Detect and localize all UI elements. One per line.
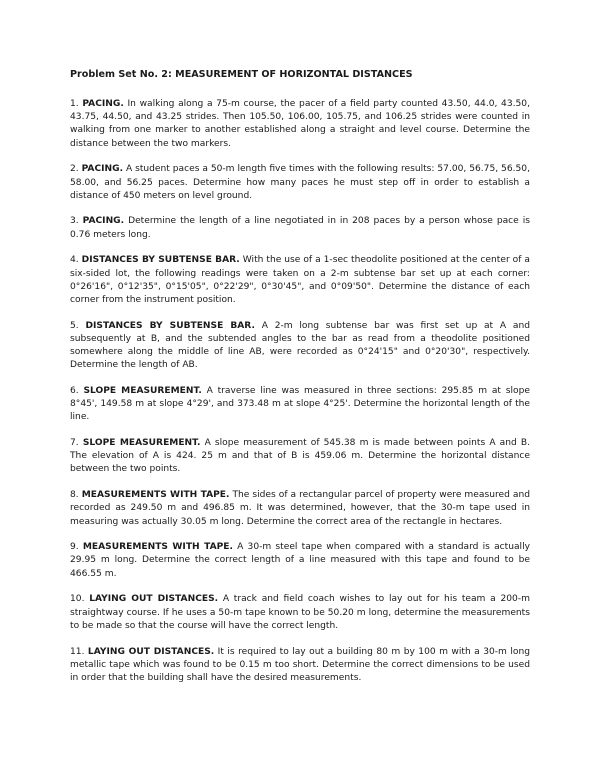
problem-number: 2. [70, 164, 79, 175]
problem-number: 10. [70, 594, 85, 605]
problem-5 [70, 320, 530, 373]
problem-topic: SLOPE MEASUREMENT. [83, 385, 202, 396]
problem-number: 6. [70, 385, 79, 396]
problem-text: The sides of a rectangular parcel of property were measured and recorded as 249.50 m and 496.85 m. It was determined, however, that the 30-m tape used in measuring was actually 30.05 m long. Determine the correct area of the rectangle in hectares. [70, 490, 530, 527]
problem-number: 4. [70, 255, 79, 266]
problem-text: A traverse line was measured in three sections: 295.85 m at slope 8°45', 149.58 m at slope 4°29', and 373.48 m at slope 4°25'. Determine the horizontal length of the line. [70, 385, 530, 423]
problem-text: It is required to lay out a building 80 m by 100 m with a 30-m long metallic tape which was found to be 0.15 m too short. Determine the correct dimensions to be used in order that the building shall have the desired measurements. [70, 646, 530, 683]
problem-number: 3. [70, 216, 79, 227]
problem-number: 9. [70, 542, 79, 553]
problem-topic: PACING. [81, 164, 124, 175]
problem-text: A 30-m steel tape when compared with a standard is actually 29.95 m long. Determine the correct length of a line measured with this tape and found to be 466.55 m. [70, 542, 530, 579]
problem-4 [70, 254, 530, 307]
document-title: Problem Set No. 2: MEASUREMENT OF HORIZONTAL DISTANCES [70, 69, 413, 80]
problem-topic: DISTANCES BY SUBTENSE BAR. [81, 255, 240, 266]
problem-text: In walking along a 75-m course, the pacer of a field party counted 43.50, 44.0, 43.50, 43.75, 44.50, and 43.25 strides. Then 105.50, 106.00, 105.75, and 106.25 strides were counted in walking from one marker to another established along a straight and level course. Determine the distance between the two markers. [70, 99, 530, 149]
problem-topic: MEASUREMENTS WITH TAPE. [82, 542, 233, 553]
problem-8 [70, 489, 530, 529]
problem-text: A student paces a 50-m length five times with the following results: 57.00, 56.75, 56.50, 58.00, and 56.25 paces. Determine how many paces he must step off in order to establish a distance of 450 meters on level ground. [70, 164, 530, 201]
problem-topic: PACING. [82, 99, 124, 109]
problem-3 [70, 215, 530, 241]
problem-11 [70, 646, 530, 686]
problem-number: 8. [70, 490, 79, 501]
problem-text: Determine the length of a line negotiated in in 208 paces by a person whose pace is 0.76 meters long. [70, 216, 530, 240]
problem-topic: SLOPE MEASUREMENT. [82, 438, 201, 449]
problem-topic: MEASUREMENTS WITH TAPE. [81, 490, 230, 501]
problem-7 [70, 437, 530, 477]
problem-10 [70, 593, 530, 633]
problem-number: 11. [70, 646, 85, 657]
problem-2 [70, 163, 530, 203]
problem-number: 7. [70, 438, 79, 449]
problem-number: 1. [70, 99, 79, 109]
problem-topic: LAYING OUT DISTANCES. [89, 594, 219, 605]
problem-text: A 2-m long subtense bar was first set up at A and subsequently at B, and the subtended angles to the bar as read from a theodolite positioned somewhere along the middle of line AB, were recorded as 0°24'15" and 0°20'30", respectively. Determine the length of AB. [70, 320, 530, 371]
problem-number: 5. [70, 320, 79, 331]
problem-topic: DISTANCES BY SUBTENSE BAR. [85, 320, 255, 331]
problem-topic: PACING. [82, 216, 125, 227]
problem-1 [70, 98, 530, 151]
problem-text: A slope measurement of 545.38 m is made between points A and B. The elevation of A is 424. 25 m and that of B is 459.06 m. Determine the horizontal distance between the two points. [70, 438, 531, 475]
problem-text: With the use of a 1-sec theodolite positioned at the center of a six-sided lot, the following readings were taken on a 2-m subtense bar set up at each corner: 0°26'16", 0°12'35", 0°15'05", 0°22'29", 0°30'45", and 0°09'50". Determine the distance of each corner from the instrument position. [70, 255, 530, 305]
problem-6 [70, 385, 530, 425]
problem-text: A track and field coach wishes to lay out for his team a 200-m straightway course. If he uses a 50-m tape known to be 50.20 m long, determine the measurements to be made so that the course will have the correct length. [70, 594, 530, 631]
problem-topic: LAYING OUT DISTANCES. [87, 646, 215, 657]
problem-9 [70, 541, 530, 581]
